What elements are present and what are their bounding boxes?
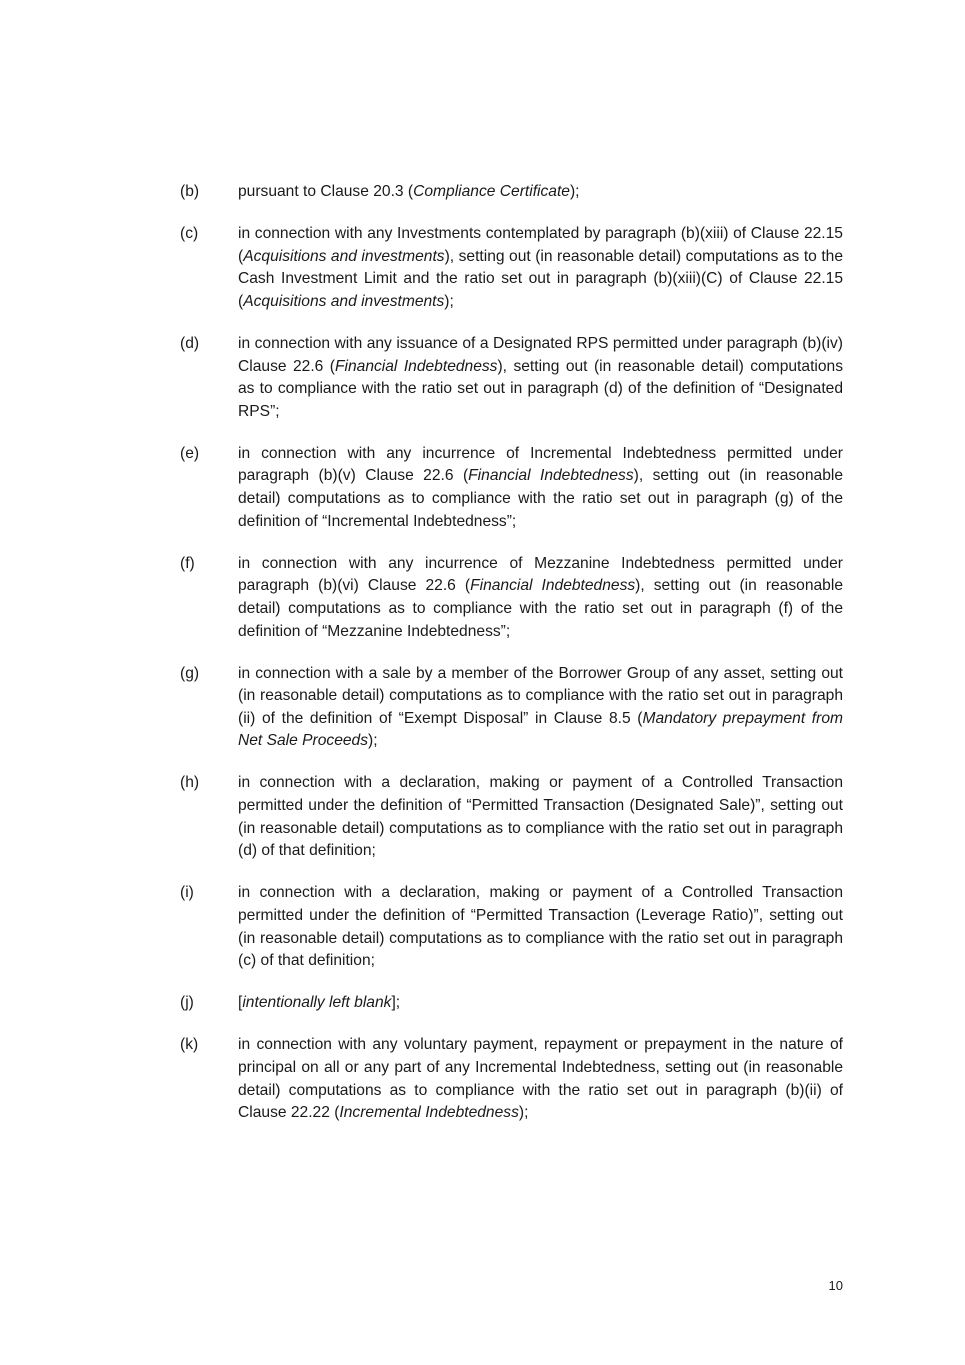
- item-label: (b): [180, 183, 200, 200]
- list-item-c: [180, 223, 843, 313]
- list-item-k: [180, 1034, 843, 1124]
- page-number: 10: [828, 1278, 843, 1293]
- list-item-f: [180, 553, 843, 643]
- list-item-h: [180, 772, 843, 862]
- item-label: (c): [180, 225, 199, 243]
- list-item-b: [180, 181, 843, 204]
- item-label: (i): [180, 884, 194, 902]
- item-text: in connection with a declaration, making or payment of a Controlled Transaction permitted under the definition of “Permitted Transaction (Leverage Ratio)”, setting out (in reasonable detail) computations as to compliance with the ratio set out in paragraph (c) of that definition;: [238, 884, 843, 970]
- item-text: [intentionally left blank];: [238, 994, 401, 1012]
- list-item-j: [180, 992, 843, 1015]
- item-label: (e): [180, 444, 200, 462]
- list-item-g: [180, 663, 843, 753]
- item-text: pursuant to Clause 20.3 (Compliance Certificate);: [238, 183, 580, 200]
- list-item-e: [180, 443, 843, 533]
- clause-list: [180, 181, 843, 1144]
- item-text: in connection with any voluntary payment, repayment or prepayment in the nature of principal on all or any part of any Incremental Indebtedness, setting out (in reasonable detail) computations as to compliance with the ratio set out in paragraph (b)(ii) of Clause 22.22 (Incremental Indebtedness);: [238, 1036, 843, 1122]
- item-text: in connection with a declaration, making or payment of a Controlled Transaction permitted under the definition of “Permitted Transaction (Designated Sale)”, setting out (in reasonable detail) computations as to compliance with the ratio set out in paragraph (d) of that definition;: [238, 774, 843, 860]
- item-label: (h): [180, 774, 200, 792]
- item-text: in connection with any Investments contemplated by paragraph (b)(xiii) of Clause 22.15 (Acquisitions and investments), setting out (in reasonable detail) computations as to the Cash Investment Limit and the ratio set out in paragraph (b)(xiii)(C) of Clause 22.15 (Acquisitions and investments);: [238, 225, 843, 310]
- item-label: (d): [180, 334, 200, 352]
- item-label: (j): [180, 994, 194, 1012]
- item-text: in connection with a sale by a member of the Borrower Group of any asset, setting out (in reasonable detail) computations as to compliance with the ratio set out in paragraph (ii) of the definition of “Exempt Disposal” in Clause 8.5 (Mandatory prepayment from Net Sale Proceeds);: [238, 664, 843, 750]
- item-text: in connection with any issuance of a Designated RPS permitted under paragraph (b)(iv) Clause 22.6 (Financial Indebtedness), setting out (in reasonable detail) computations as to compliance with the ratio set out in paragraph (d) of the definition of “Designated RPS”;: [238, 334, 844, 420]
- item-label: (g): [180, 664, 200, 682]
- list-item-i: [180, 882, 843, 972]
- item-text: in connection with any incurrence of Incremental Indebtedness permitted under paragraph (b)(v) Clause 22.6 (Financial Indebtedness), setting out (in reasonable detail) computations as to compliance with the ratio set out in paragraph (g) of the definition of “Incremental Indebtedness”;: [238, 444, 844, 530]
- item-text: in connection with any incurrence of Mezzanine Indebtedness permitted under paragraph (b)(vi) Clause 22.6 (Financial Indebtedness), setting out (in reasonable detail) computations as to compliance with the ratio set out in paragraph (f) of the definition of “Mezzanine Indebtedness”;: [238, 554, 843, 640]
- list-item-d: [180, 333, 843, 423]
- item-label: (f): [180, 554, 195, 572]
- item-label: (k): [180, 1036, 199, 1054]
